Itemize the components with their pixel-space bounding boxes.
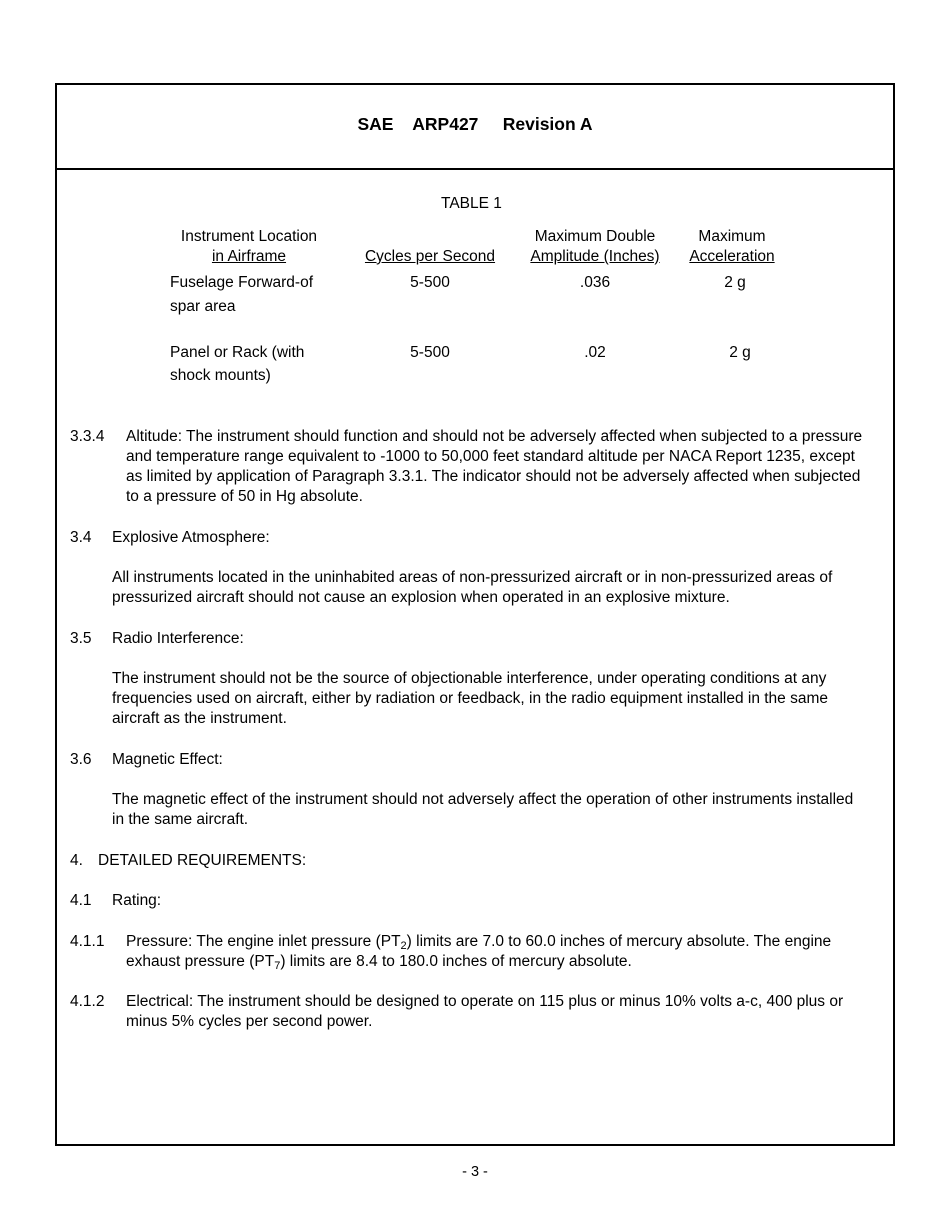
section-text-part-1: Pressure: The engine inlet pressure (PT bbox=[126, 933, 401, 950]
section-body: The instrument should not be the source of objectionable interference, under operating conditions at any frequencies used on aircraft, either by radiation or feedback, in the radio equipment installed in the same aircraft as the instrument. bbox=[112, 670, 829, 727]
section-body: All instruments located in the uninhabited areas of non-pressurized aircraft or in non-pressurized areas of pressurized aircraft should not cause an explosion when operated in an explosive mixture. bbox=[112, 569, 833, 606]
header-location-line1: Instrument Location bbox=[180, 228, 318, 245]
section-text-part-3: ) limits are 8.4 to 180.0 inches of mercury absolute. bbox=[280, 953, 632, 970]
header-cycles: Cycles per Second bbox=[364, 248, 496, 265]
page-number: - 3 - bbox=[462, 1164, 488, 1180]
header-acceleration-line2: Acceleration bbox=[689, 248, 775, 265]
header-amplitude-line1: Maximum Double bbox=[534, 228, 656, 245]
section-heading: DETAILED REQUIREMENTS: bbox=[98, 852, 307, 869]
table-row-1-amplitude: .036 bbox=[579, 274, 611, 291]
table-row-1-cycles: 5-500 bbox=[410, 274, 450, 291]
section-text: Altitude: The instrument should function and should not be adversely affected when subjected to a pressure and temperature range equivalent to -1000 to 50,000 feet standard altitude per NACA Report 1235, except as limited by application of Paragraph 3.3.1. The indicator should not be adversely affected when subjected to a pressure of 50 in Hg absolute. bbox=[126, 428, 863, 505]
header-acceleration-line1: Maximum bbox=[698, 228, 766, 245]
section-number: 3.5 bbox=[70, 630, 92, 647]
header-location-line2: in Airframe bbox=[211, 248, 287, 265]
section-text-part-2: ) limits are 7.0 to 60.0 inches of mercury absolute. The engine exhaust pressure (PT bbox=[126, 933, 832, 970]
section-number: 4.1.1 bbox=[70, 933, 105, 950]
section-heading: Magnetic Effect: bbox=[112, 751, 223, 768]
table-row-2-location-line1: Panel or Rack (with bbox=[170, 344, 305, 361]
section-number: 4. bbox=[70, 852, 83, 869]
table-row-1-location-line1: Fuselage Forward-of bbox=[170, 274, 314, 291]
section-number: 4.1.2 bbox=[70, 993, 105, 1010]
section-number: 3.4 bbox=[70, 529, 92, 546]
section-number: 4.1 bbox=[70, 892, 92, 909]
subscript-7: 7 bbox=[274, 960, 281, 972]
table-row-2-acceleration: 2 g bbox=[729, 344, 751, 361]
section-heading: Explosive Atmosphere: bbox=[112, 529, 270, 546]
section-heading: Rating: bbox=[112, 892, 162, 909]
subscript-2: 2 bbox=[400, 940, 407, 952]
section-body: The magnetic effect of the instrument should not adversely affect the operation of other instruments installed in the same aircraft. bbox=[112, 791, 854, 828]
section-number: 3.3.4 bbox=[70, 428, 105, 445]
section-text: Electrical: The instrument should be designed to operate on 115 plus or minus 10% volts a-c, 400 plus or minus 5% cycles per second power. bbox=[126, 993, 844, 1030]
table-row-2-cycles: 5-500 bbox=[410, 344, 450, 361]
table-row-2-location-line2: shock mounts) bbox=[170, 367, 271, 384]
section-number: 3.6 bbox=[70, 751, 92, 768]
section-text bbox=[126, 932, 868, 972]
page-header bbox=[57, 85, 893, 170]
document-title: SAE ARP427 Revision A bbox=[357, 114, 593, 134]
header-amplitude-line2: Amplitude (Inches) bbox=[530, 248, 660, 265]
table-row-1-location-line2: spar area bbox=[170, 298, 236, 315]
section-heading: Radio Interference: bbox=[112, 630, 244, 647]
table-row-2-amplitude: .02 bbox=[584, 344, 606, 361]
table-caption: TABLE 1 bbox=[441, 195, 502, 212]
table-row-1-acceleration: 2 g bbox=[724, 274, 746, 291]
